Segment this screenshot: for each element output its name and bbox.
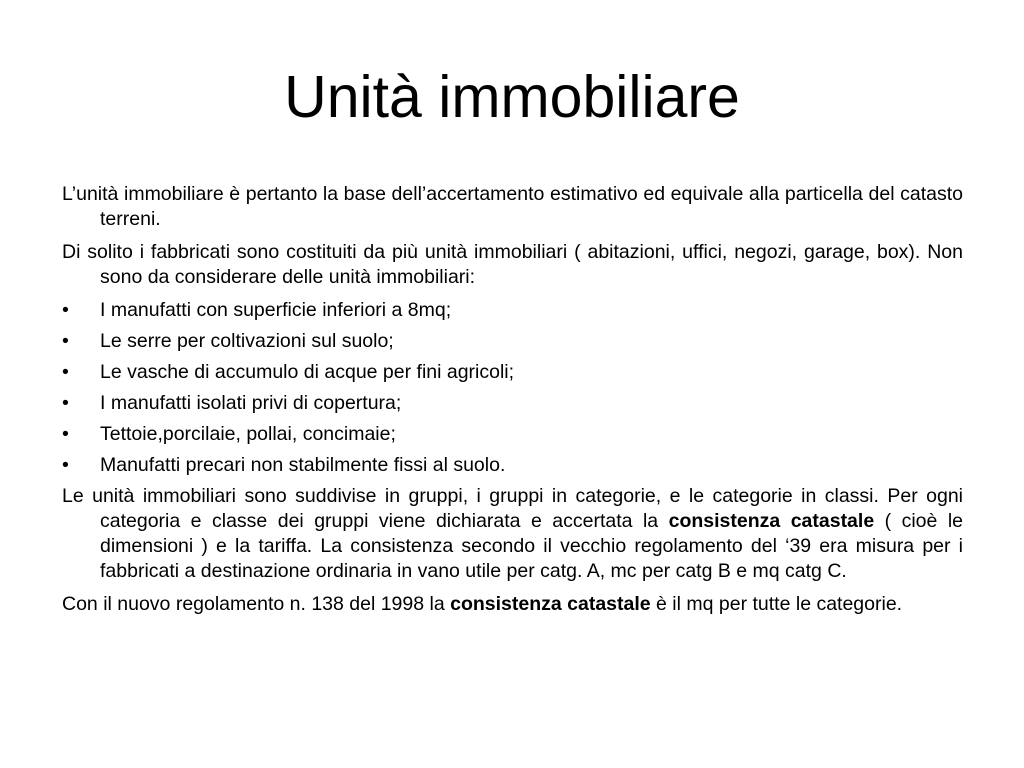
bullet-icon: •	[62, 299, 69, 321]
bullet-icon: •	[62, 392, 69, 414]
list-item	[62, 453, 963, 478]
consistenza-catastale-emphasis: consistenza catastale	[450, 593, 651, 615]
list-item	[62, 298, 963, 323]
list-item-text: Tettoie,porcilaie, pollai, concimaie;	[100, 423, 396, 445]
classification-text-start: Le unità immobiliari sono suddivise in gruppi, i gruppi in categorie, e le categorie in classi. Per ogni categoria e classe dei gruppi viene dichiarata e accertata la	[62, 485, 963, 532]
list-item-text: Le vasche di accumulo di acque per fini agricoli;	[100, 361, 515, 383]
new-regulation-text-end: è il mq per tutte le categorie.	[650, 593, 903, 615]
paragraph-exclusions-intro: Di solito i fabbricati sono costituiti da più unità immobiliari ( abitazioni, uffici, negozi, garage, box). Non sono da considerare delle unità immobiliari:	[62, 241, 963, 288]
new-regulation-text-start: Con il nuovo regolamento n. 138 del 1998 la	[62, 593, 451, 615]
bullet-icon: •	[62, 423, 69, 445]
paragraph-definition: L’unità immobiliare è pertanto la base dell’accertamento estimativo ed equivale alla particella del catasto terreni.	[62, 183, 963, 230]
classification-text-end: ( cioè le dimensioni ) e la tariffa. La consistenza secondo il vecchio regolamento del ‘39 era misura per i fabbricati a destinazione ordinaria in vano utile per catg. A, mc per catg B e mq catg C.	[100, 510, 964, 582]
list-item-text: I manufatti isolati privi di copertura;	[100, 392, 402, 414]
bullet-icon: •	[62, 454, 69, 476]
bullet-icon: •	[62, 361, 69, 383]
bullet-icon: •	[62, 330, 69, 352]
consistenza-catastale-emphasis: consistenza catastale	[668, 510, 875, 532]
slide-body	[62, 182, 963, 625]
slide-title: Unità immobiliare	[284, 64, 740, 130]
list-item	[62, 422, 963, 447]
paragraph-new-regulation	[62, 592, 963, 617]
paragraph-classification	[62, 484, 963, 584]
list-item-text: Le serre per coltivazioni sul suolo;	[100, 330, 394, 352]
list-item-text: Manufatti precari non stabilmente fissi al suolo.	[100, 454, 506, 476]
exclusions-list	[62, 298, 963, 478]
list-item	[62, 360, 963, 385]
list-item	[62, 391, 963, 416]
list-item	[62, 329, 963, 354]
list-item-text: I manufatti con superficie inferiori a 8mq;	[100, 299, 452, 321]
